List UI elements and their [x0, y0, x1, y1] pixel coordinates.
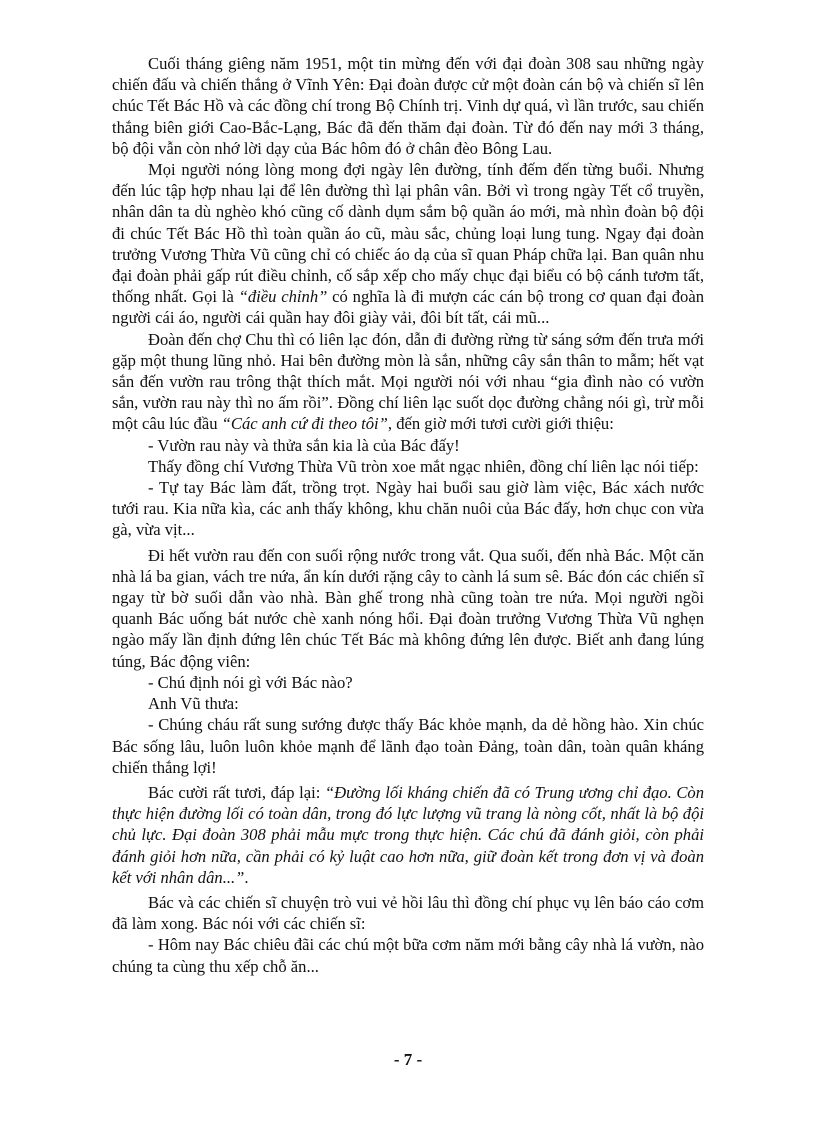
paragraph-3: Đoàn đến chợ Chu thì có liên lạc đón, dẫn đi đường rừng từ sáng sớm đến trưa mới gặp một thung lũng nhỏ. Hai bên đường mòn là sắn, những cây sắn thân to mẫm; hết vạt sắn đến vườn rau trông thật thích mắt. Mọi người nói với nhau “gia đình nào có vườn sắn, vườn rau này thì no ấm rồi”. Đồng chí liên lạc suốt dọc đường chẳng nói gì, trừ mỗi một câu lúc đầu “Các anh cứ đi theo tôi”, đến giờ mới tươi cười giới thiệu:	[112, 329, 704, 434]
dialogue-line-5: - Hôm nay Bác chiêu đãi các chú một bữa cơm năm mới bằng cây nhà lá vườn, nào chúng ta cùng thu xếp chỗ ăn...	[112, 935, 704, 976]
dialogue-line-4: - Chúng cháu rất sung sướng được thấy Bác khỏe mạnh, da dẻ hồng hào. Xin chúc Bác sống lâu, luôn luôn khỏe mạnh để lãnh đạo toàn Đảng, toàn dân, toàn quân kháng chiến thắng lợi!	[112, 715, 704, 777]
page-number: - 7 -	[393, 1050, 423, 1069]
dialogue-line-3: - Chú định nói gì với Bác nào?	[148, 672, 353, 692]
paragraph-7: Bác cười rất tươi, đáp lại: “Đường lối kháng chiến đã có Trung ương chỉ đạo. Còn thực hiện đường lối có toàn dân, trong đó lực lượng vũ trang là nòng cốt, nhất là bộ đội chủ lực. Đại đoàn 308 phải mẫu mực trong thực hiện. Các chú đã đánh giỏi, còn phải đánh giỏi hơn nữa, cần phải có kỷ luật cao hơn nữa, giữ đoàn kết trong đơn vị và đoàn kết với nhân dân...”.	[112, 782, 704, 887]
document-body	[112, 53, 704, 977]
paragraph-1: Cuối tháng giêng năm 1951, một tin mừng đến với đại đoàn 308 sau những ngày chiến đấu và chiến thắng ở Vĩnh Yên: Đại đoàn được cử một đoàn cán bộ và chiến sĩ lên chúc Tết Bác Hồ và các đồng chí trong Bộ Chính trị. Vinh dự quá, vì lần trước, sau chiến thắng biên giới Cao-Bắc-Lạng, Bác đã đến thăm đại đoàn. Từ đó đến nay mới 3 tháng, bộ đội vẫn còn nhớ lời dạy của Bác hôm đó ở chân đèo Bông Lau.	[112, 54, 704, 158]
dialogue-line-1: - Vườn rau này và thửa sắn kia là của Bác đấy!	[148, 435, 460, 455]
paragraph-8: Bác và các chiến sĩ chuyện trò vui vẻ hồi lâu thì đồng chí phục vụ lên báo cáo cơm đã làm xong. Bác nói với các chiến sĩ:	[112, 892, 704, 934]
paragraph-6: Anh Vũ thưa:	[148, 694, 239, 714]
paragraph-4: Thấy đồng chí Vương Thừa Vũ tròn xoe mắt ngạc nhiên, đồng chí liên lạc nói tiếp:	[148, 456, 699, 476]
dialogue-line-2: - Tự tay Bác làm đất, trồng trọt. Ngày hai buổi sau giờ làm việc, Bác xách nước tưới rau. Kia nữa kìa, các anh thấy không, khu chăn nuôi của Bác đấy, hơn chục con vừa gà, vừa vịt...	[112, 478, 704, 540]
paragraph-2: Mọi người nóng lòng mong đợi ngày lên đường, tính đếm đến từng buổi. Nhưng đến lúc tập hợp nhau lại để lên đường thì lại phân vân. Bởi vì trong ngày Tết cổ truyền, nhân dân ta dù nghèo khó cũng cố dành dụm sắm bộ quần áo mới, mà nhìn đoàn bộ đội đi chúc Tết Bác Hồ thì toàn quần áo cũ, màu sắc, chủng loại lung tung. Ngay đại đoàn trưởng Vương Thừa Vũ cũng chỉ có chiếc áo dạ của sĩ quan Pháp chữa lại. Ban quân nhu đại đoàn phải gấp rút điều chỉnh, cố sắp xếp cho mấy chục đại biểu có bộ cánh tươm tất, thống nhất. Gọi là “điều chỉnh” có nghĩa là đi mượn các cán bộ trong cơ quan đại đoàn người cái áo, người cái quần hay đôi giày vải, đôi bít tất, cái mũ...	[112, 160, 704, 328]
paragraph-5: Đi hết vườn rau đến con suối rộng nước trong vắt. Qua suối, đến nhà Bác. Một căn nhà lá ba gian, vách tre nứa, ẩn kín dưới rặng cây to cành lá sum sê. Bác đón các chiến sĩ ngay từ bờ suối dẫn vào nhà. Bàn ghế trong nhà cũng toàn tre nứa. Mọi người ngồi quanh Bác uống bát nước chè xanh nóng hổi. Đại đoàn trưởng Vương Thừa Vũ nghẹn ngào mấy lần định đứng lên chúc Tết Bác mà không đứng lên được. Biết anh đang lúng túng, Bác động viên:	[112, 545, 704, 671]
